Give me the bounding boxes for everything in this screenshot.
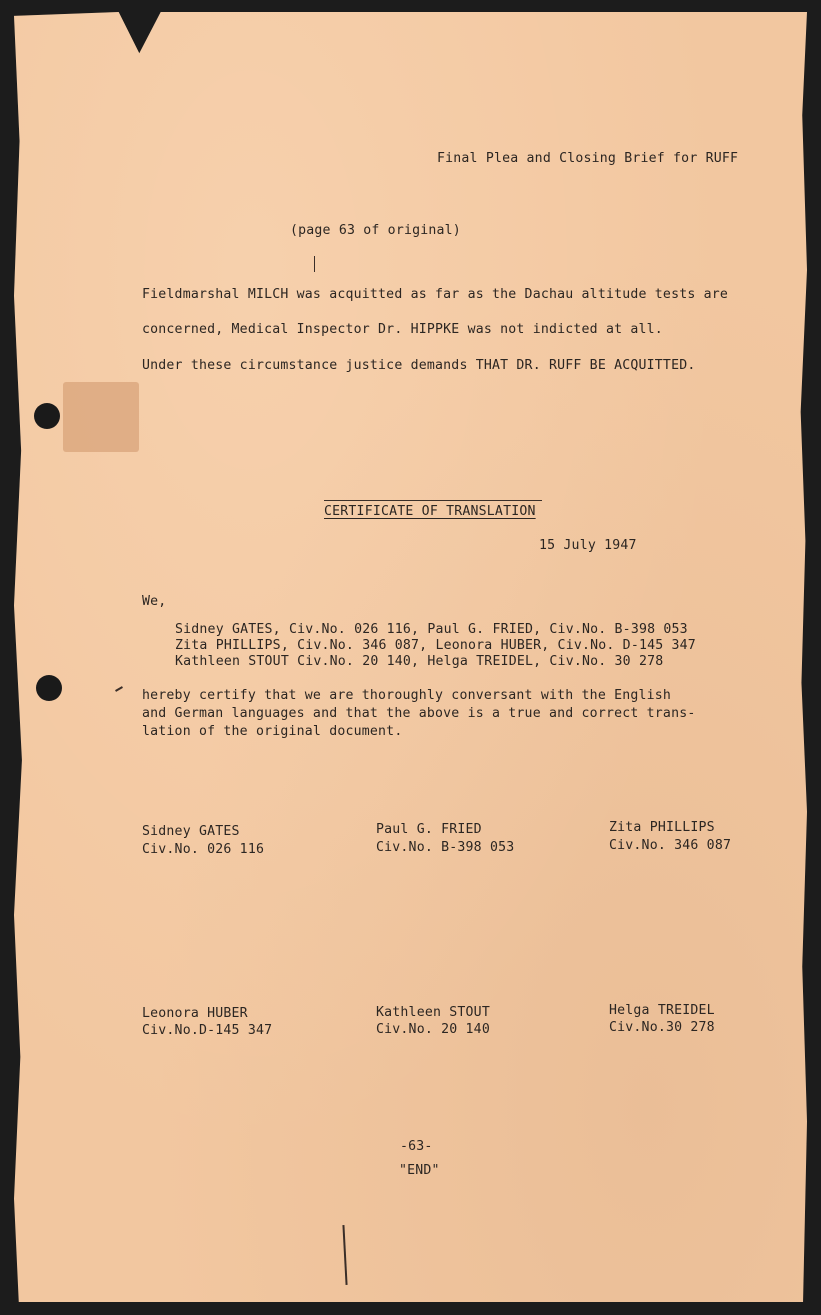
certificate-heading: CERTIFICATE OF TRANSLATION — [324, 504, 536, 519]
page-reference: (page 63 of original) — [290, 223, 461, 238]
signature-civ-number: Civ.No. 20 140 — [376, 1022, 490, 1037]
signature-civ-number: Civ.No. 346 087 — [609, 838, 732, 853]
heading-rule — [324, 500, 542, 501]
certificate-date: 15 July 1947 — [539, 538, 637, 553]
statement-line: and German languages and that the above is a true and correct trans- — [142, 706, 696, 721]
tape-stain — [63, 382, 139, 452]
body-line: Under these circumstance justice demands THAT DR. RUFF BE ACQUITTED. — [142, 358, 696, 373]
signature-name: Paul G. FRIED — [376, 822, 482, 837]
end-mark: "END" — [399, 1163, 440, 1178]
punch-hole-upper — [34, 403, 60, 429]
translator-line: Sidney GATES, Civ.No. 026 116, Paul G. FRIED, Civ.No. B-398 053 — [175, 622, 688, 637]
signature-civ-number: Civ.No. 026 116 — [142, 842, 265, 857]
statement-line: lation of the original document. — [142, 724, 403, 739]
pen-mark — [314, 256, 315, 272]
salutation: We, — [142, 594, 167, 609]
running-title: Final Plea and Closing Brief for RUFF — [437, 151, 739, 166]
signature-name: Kathleen STOUT — [376, 1005, 490, 1020]
translator-line: Kathleen STOUT Civ.No. 20 140, Helga TREIDEL, Civ.No. 30 278 — [175, 654, 664, 669]
body-line: Fieldmarshal MILCH was acquitted as far as the Dachau altitude tests are — [142, 287, 729, 302]
signature-civ-number: Civ.No. B-398 053 — [376, 840, 515, 855]
page-number: -63- — [400, 1139, 433, 1154]
punch-hole-lower — [36, 675, 62, 701]
signature-name: Sidney GATES — [142, 824, 240, 839]
signature-civ-number: Civ.No.D-145 347 — [142, 1023, 273, 1038]
signature-name: Zita PHILLIPS — [609, 820, 715, 835]
signature-name: Leonora HUBER — [142, 1006, 248, 1021]
signature-civ-number: Civ.No.30 278 — [609, 1020, 715, 1035]
translator-line: Zita PHILLIPS, Civ.No. 346 087, Leonora HUBER, Civ.No. D-145 347 — [175, 638, 696, 653]
statement-line: hereby certify that we are thoroughly conversant with the English — [142, 688, 672, 703]
body-line: concerned, Medical Inspector Dr. HIPPKE was not indicted at all. — [142, 322, 663, 337]
signature-name: Helga TREIDEL — [609, 1003, 715, 1018]
